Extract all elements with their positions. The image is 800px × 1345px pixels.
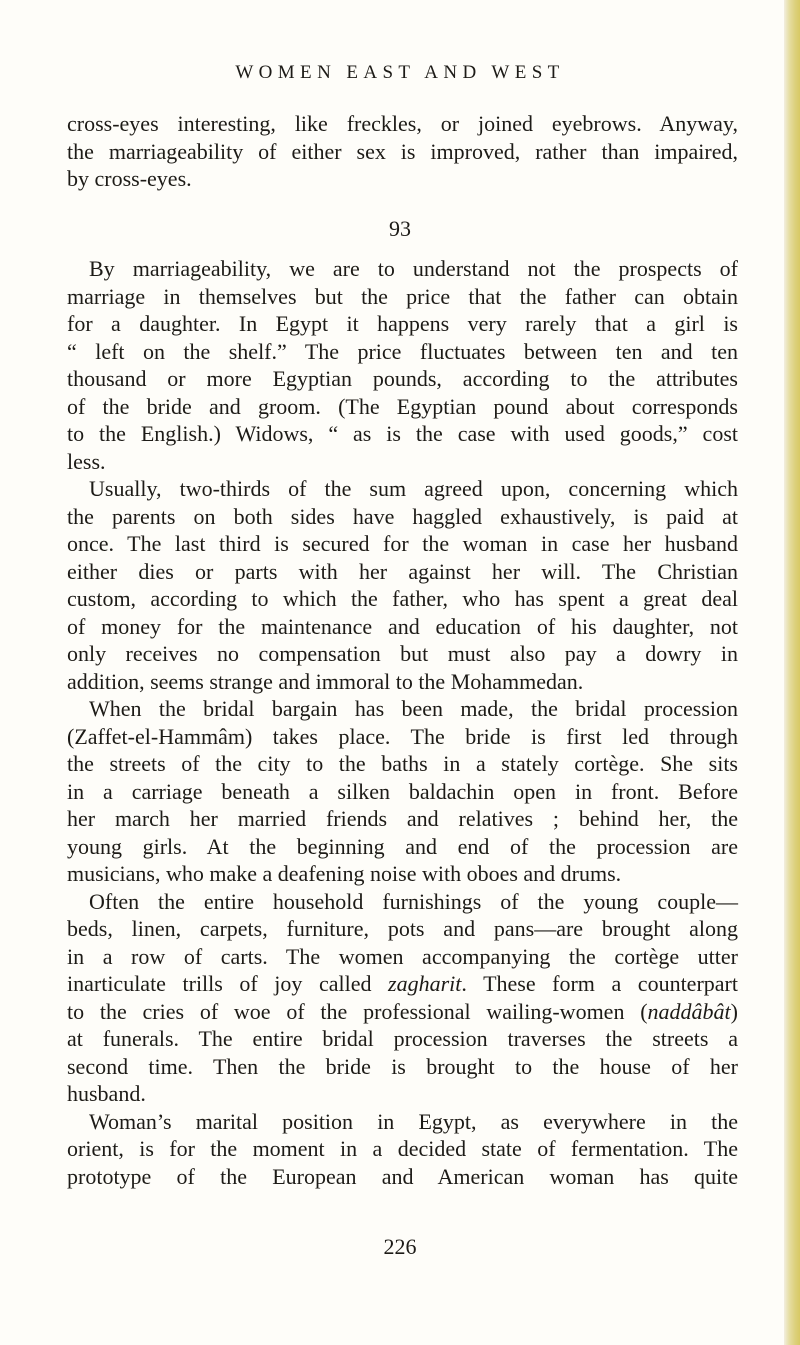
page-number: 226 bbox=[383, 1234, 417, 1259]
text-line: either dies or parts with her against her will. The Christian bbox=[67, 558, 738, 584]
text-line: for a daughter. In Egypt it happens very rarely that a girl is bbox=[67, 311, 738, 336]
top-paragraph bbox=[67, 110, 738, 193]
text-line: less. bbox=[67, 448, 106, 474]
text-line: young girls. At the beginning and end of the procession are bbox=[67, 833, 738, 859]
text-line: (Zaffet-el-Hammâm) takes place. The bride is first led through bbox=[67, 723, 738, 749]
text-line: cross-eyes interesting, like freckles, or joined eyebrows. Anyway, bbox=[67, 111, 738, 136]
text-fragment: ) bbox=[730, 998, 738, 1024]
text-line: Woman’s marital position in Egypt, as everywhere in the bbox=[89, 1108, 738, 1134]
text-line: only receives no compensation but must also pay a dowry in bbox=[67, 641, 738, 666]
text-line: by cross-eyes. bbox=[67, 166, 192, 191]
text-line: to the English.) Widows, “ as is the case with used goods,” cost bbox=[67, 421, 738, 446]
text-line: of money for the maintenance and education of his daughter, not bbox=[67, 613, 738, 639]
text-line: at funerals. The entire bridal procession traverses the streets a bbox=[67, 1026, 738, 1051]
text-line: custom, according to which the father, who has spent a great deal bbox=[67, 586, 738, 611]
text-line: the streets of the city to the baths in a stately cortège. She sits bbox=[67, 751, 738, 776]
text-line: husband. bbox=[67, 1081, 146, 1106]
text-fragment: . These form a counterpart bbox=[461, 971, 738, 996]
body-text bbox=[67, 255, 738, 1190]
running-head: WOMEN EAST AND WEST bbox=[235, 62, 565, 83]
page-edge bbox=[784, 0, 800, 1345]
text-line: marriage in themselves but the price that the father can obtain bbox=[67, 283, 738, 309]
text-line: second time. Then the bride is brought to the house of her bbox=[67, 1053, 738, 1079]
text-line: the marriageability of either sex is improved, rather than impaired, bbox=[67, 138, 738, 164]
text-line: musicians, who make a deafening noise with oboes and drums. bbox=[67, 861, 622, 886]
text-line: Often the entire household furnishings of the young couple— bbox=[89, 888, 738, 914]
text-line: “ left on the shelf.” The price fluctuates between ten and ten bbox=[67, 338, 738, 364]
text-line: her march her married friends and relatives ; behind her, the bbox=[67, 806, 738, 831]
text-line bbox=[67, 970, 738, 998]
text-line: in a row of carts. The women accompanying the cortège utter bbox=[67, 943, 738, 969]
text-line: of the bride and groom. (The Egyptian pound about corresponds bbox=[67, 393, 738, 419]
italic-term: naddâbât bbox=[647, 998, 731, 1024]
text-line: By marriageability, we are to understand not the prospects of bbox=[89, 256, 738, 281]
italic-term: zagharit bbox=[388, 971, 462, 996]
text-line: When the bridal bargain has been made, the bridal procession bbox=[89, 696, 738, 721]
text-fragment: to the cries of woe of the professional wailing-women ( bbox=[67, 998, 648, 1024]
text-line: in a carriage beneath a silken baldachin open in front. Before bbox=[67, 778, 738, 804]
text-fragment: inarticulate trills of joy called bbox=[67, 971, 389, 996]
text-line: the parents on both sides have haggled exhaustively, is paid at bbox=[67, 503, 738, 529]
text-line: thousand or more Egyptian pounds, according to the attributes bbox=[67, 366, 738, 391]
text-line: beds, linen, carpets, furniture, pots and pans—are brought along bbox=[67, 916, 738, 941]
text-line bbox=[67, 998, 738, 1026]
text-line: addition, seems strange and immoral to the Mohammedan. bbox=[67, 668, 584, 694]
text-line: Usually, two-thirds of the sum agreed upon, concerning which bbox=[89, 476, 738, 501]
text-line: prototype of the European and American woman has quite bbox=[67, 1163, 738, 1189]
text-line: orient, is for the moment in a decided state of fermentation. The bbox=[67, 1136, 738, 1161]
section-number: 93 bbox=[389, 216, 411, 241]
text-line: once. The last third is secured for the woman in case her husband bbox=[67, 531, 738, 556]
